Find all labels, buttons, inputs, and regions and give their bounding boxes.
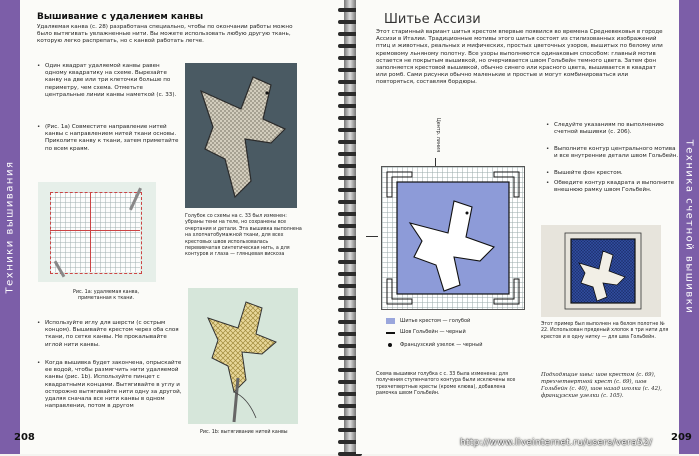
fig-1b-caption: Рис. 1b: вытягивание нитей канвы (200, 430, 288, 435)
legend-cross-stitch: Шитье крестом — голубой (400, 318, 471, 324)
fig-1a-caption: Рис. 1а: удаляемая канва, приметанная к ткани. (72, 290, 140, 302)
left-bullet-4: • Когда вышивка будет закончена, опрыскайте ее водой, чтобы размягчить нити удаляемой канвы (рис. 1b). Используйте пинцет с квадратными концами. Вытягивайте в углу и осторожно вытягивайте нити одну за другой, удаляя сначала все нити канвы в одном направлении, потом в другом (37, 360, 185, 410)
right-bullet-4: • Обведите контур квадрата и выполните внешнюю рамку швом Гольбейн. (546, 180, 679, 194)
fig-1b-image (188, 288, 298, 424)
dove-embroidery-photo (185, 63, 297, 208)
right-page-number: 209 (671, 432, 692, 443)
left-page-number: 208 (14, 432, 35, 443)
legend-swatch-french-knot (388, 343, 392, 347)
right-section-tab (679, 0, 699, 454)
right-bullet-1: • Следуйте указаниям по выполнению счетной вышивки (с. 206). (546, 122, 679, 136)
center-line-vertical (90, 192, 91, 272)
legend-swatch-holbein (386, 332, 395, 334)
center-line-arrow-left (366, 236, 378, 237)
assisi-chart (381, 166, 525, 310)
left-page (0, 0, 344, 454)
center-line-label: Центр. линия (435, 118, 440, 153)
assisi-chart-svg (382, 167, 524, 309)
dove-embroidery-svg (185, 63, 297, 208)
center-line-marker (428, 118, 442, 162)
watermark-url[interactable]: http://www.liveinternet.ru/users/vera52/ (460, 438, 653, 448)
center-line-horizontal (50, 230, 140, 231)
left-bullet-2: • (Рис. 1а) Совместите направление нитей канвы с направлением нитей ткани основы. Приколите канву к ткани, затем приметайте по всем краям. (37, 124, 180, 153)
suitable-stitches-note: Подходящие швы: шов крестом (с. 69), трехчетвертной крест (с. 69), шов Гольбейн (с. 40), шов назад иголка (с. 42), французские узелки (с. 105). (541, 372, 662, 399)
right-heading: Шитье Ассизи (384, 12, 481, 27)
left-heading: Вышивание с удалением канвы (37, 12, 204, 22)
legend-holbein-stitch: Шов Гольбейн — черный (400, 329, 466, 335)
fig-1b-svg (188, 288, 298, 424)
right-page (356, 0, 699, 454)
left-bullet-1: • Один квадрат удаляемой канвы равен одному квадратику на схеме. Вырезайте канву на две или три клеточки больше по периметру, чем схема. Отметьте центральные линии канвы наметкой (с. 33). (37, 63, 180, 99)
left-bullet-3: • Используйте иглу для шерсти (с острым концом). Вышивайте крестом через оба слоя ткани, по сетке канвы. Не прокалывайте иглой нити канвы. (37, 320, 185, 349)
legend-swatch-cross (386, 318, 395, 324)
basting-line (50, 192, 142, 274)
legend-french-knot: Французский узелок — черный (400, 342, 483, 348)
left-intro: Удаляемая канва (с. 28) разработана специально, чтобы по окончании работы можно было вытягивать увлажненные нити. Вы можете использовать любую другую ткань, которую легко распрепать, но с канвой работать легче. (37, 24, 293, 45)
dove-photo-caption: Голубок со схемы на с. 33 был изменен: убраны тени на теле, но сохранены все очертания и детали. Эта вышивка выполнена на хлопчатобумажной ткани, для всех крестовых швов использовалась перевивчатая синтетическая нить, а для контуров и глаза — глянцевая вискоза (185, 214, 302, 258)
center-line-arrow-top (435, 158, 436, 166)
left-section-tab-label: Техники вышивания (4, 160, 16, 294)
assisi-photo-svg (541, 225, 661, 317)
assisi-photo (541, 225, 661, 317)
scheme-caption: Схема вышивки голубка с с. 33 была изменена: для получения ступенчатого контура были исключены все трехчетвертные кресты (кроме клюва), добавлена рамочка швом Гольбейн. (376, 372, 516, 397)
left-section-tab (0, 0, 20, 454)
right-intro: Этот старинный вариант шитья крестом впервые появился во времена Средневековья в городе Ассизи в Италии. Традиционные мотивы этого шитья состоят из стилизованных изображений птиц и животных, реальных и мифических, простых цветочных узоров, вышитых по белому или кремовому льняному полотну. Все узоры выполняются одинаковым способом: главный мотив остается не покрытым вышивкой, но очерчивается швом Гольбейн темного цвета. Затем фон заполняется крестовой вышивкой, обычно синего или красного цвета, вышивается в квадрат или ромб. Сами рисунки обычно маленькие и простые и могут комбинироваться или повторяться, составляя бордюры. (376, 29, 663, 86)
assisi-photo-caption: Этот пример был выполнен на белом полотне № 22. Использован пряденый хлопок в три нити для крестов и в одну нитку — для шва Гольбейн. (541, 322, 669, 340)
right-section-tab-label: Техника счетной вышивки (683, 139, 695, 315)
right-bullet-3: • Вышейте фон крестом. (546, 170, 679, 177)
fig-1a-image (38, 182, 156, 282)
right-bullet-2: • Выполните контур центрального мотива и все внутренние детали швом Гольбейн. (546, 146, 679, 160)
